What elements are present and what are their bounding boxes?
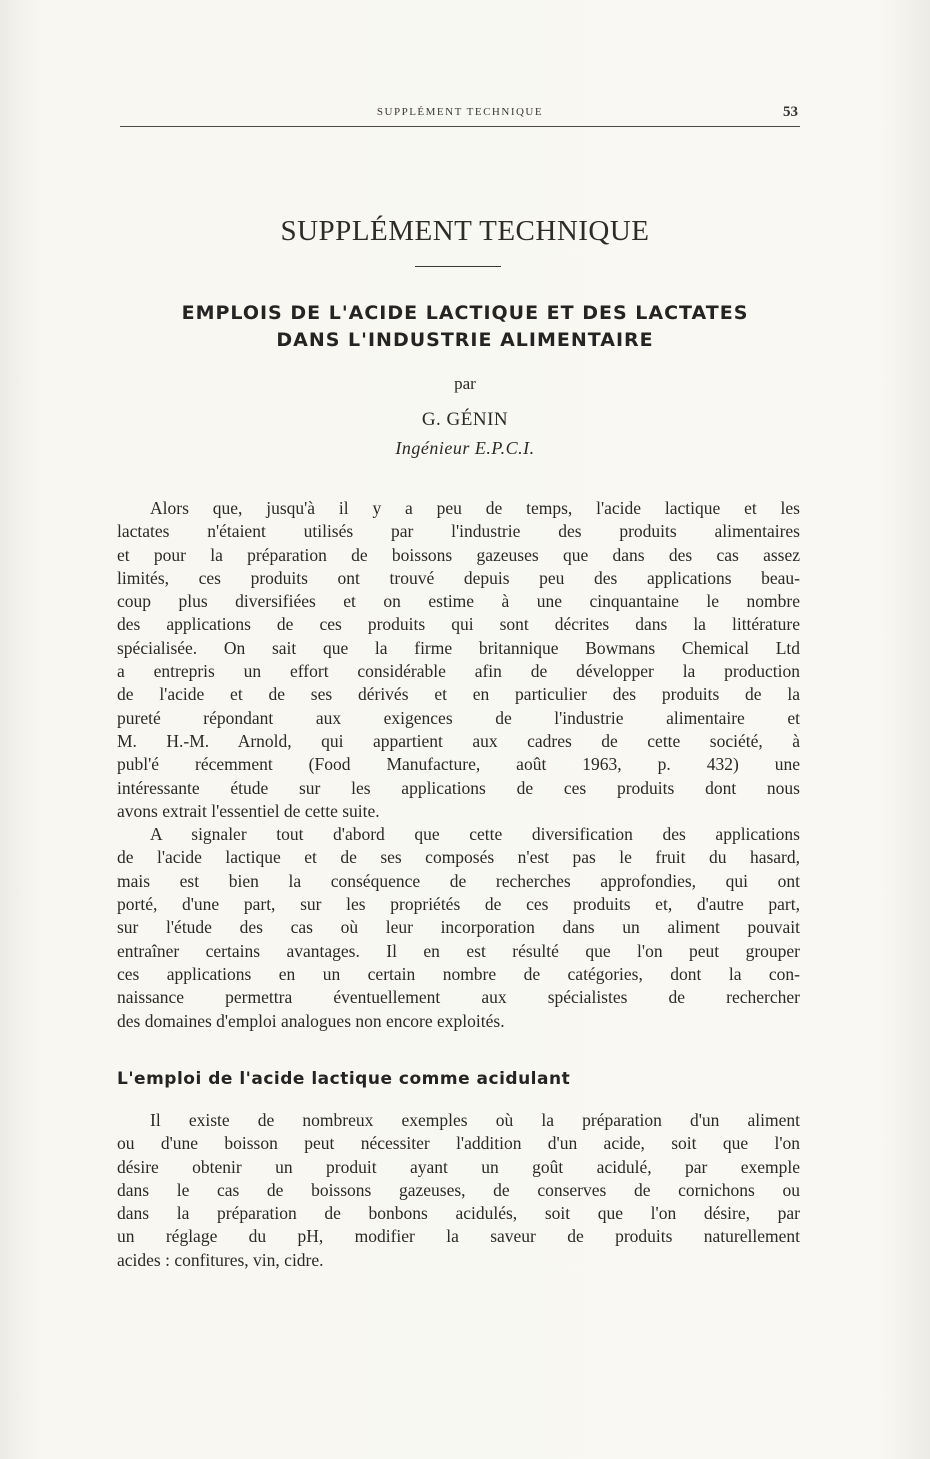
author-name: G. GÉNIN [421, 409, 509, 430]
article-title-line-1: EMPLOIS DE L'ACIDE LACTIQUE ET DES LACTATES [181, 302, 749, 324]
subheading-acidulant: L'emploi de l'acide lactique comme acidulant [117, 1069, 571, 1089]
text-line: un réglage du pH, modifier la saveur de produits naturellement [117, 1226, 800, 1247]
body-section-1 [117, 497, 800, 1033]
article-title-line-2: DANS L'INDUSTRIE ALIMENTAIRE [276, 329, 654, 351]
running-head-title: SUPPLÉMENT TECHNIQUE [376, 106, 544, 118]
title-divider [415, 266, 501, 267]
text-line: dans le cas de boissons gazeuses, de conserves de cornichons ou [117, 1179, 800, 1200]
text-line: naissance permettra éventuellement aux spécialistes de rechercher [117, 987, 800, 1008]
text-line: des domaines d'emploi analogues non encore exploités. [117, 1010, 505, 1031]
text-line: sur l'étude des cas où leur incorporation dans un aliment pouvait [117, 917, 800, 938]
author-role: Ingénieur E.P.C.I. [395, 438, 535, 458]
text-line: pureté répondant aux exigences de l'industrie alimentaire et [117, 707, 800, 728]
text-line: entraîner certains avantages. Il en est résulté que l'on peut grouper [117, 940, 800, 961]
text-line: de l'acide et de ses dérivés et en particulier des produits de la [117, 684, 800, 705]
text-line: M. H.-M. Arnold, qui appartient aux cadres de cette société, à [117, 730, 800, 751]
running-head [120, 104, 800, 127]
text-line: ces applications en un certain nombre de catégories, dont la con- [117, 963, 800, 984]
body-section-2 [117, 1109, 800, 1272]
text-line: A signaler tout d'abord que cette diversification des applications [150, 824, 800, 845]
text-line: de l'acide lactique et de ses composés n'est pas le fruit du hasard, [117, 847, 800, 868]
text-line: Il existe de nombreux exemples où la préparation d'un aliment [150, 1110, 800, 1130]
section-title: SUPPLÉMENT TECHNIQUE [280, 215, 650, 247]
text-line: lactates n'étaient utilisés par l'industrie des produits alimentaires [117, 521, 800, 542]
text-line: intéressante étude sur les applications de ces produits dont nous [117, 777, 800, 798]
paragraph-3 [117, 1109, 800, 1272]
paragraph-2 [117, 823, 800, 1033]
text-line: des applications de ces produits qui sont décrites dans la littérature [117, 614, 800, 635]
text-line: a entrepris un effort considérable afin de développer la production [117, 661, 800, 682]
text-line: acides : confitures, vin, cidre. [117, 1249, 324, 1270]
text-line: et pour la préparation de boissons gazeuses que dans des cas assez [117, 544, 800, 565]
text-line: porté, d'une part, sur les propriétés de ces produits et, d'autre part, [117, 894, 800, 915]
text-line: limités, ces produits ont trouvé depuis peu des applications beau- [117, 567, 800, 588]
text-line: ou d'une boisson peut nécessiter l'addition d'un acide, soit que l'on [117, 1133, 800, 1154]
text-line: coup plus diversifiées et on estime à une cinquantaine le nombre [117, 591, 800, 612]
text-line: avons extrait l'essentiel de cette suite. [117, 800, 380, 821]
byline-by: par [454, 374, 476, 393]
article-title [100, 300, 830, 354]
paragraph-1 [117, 497, 800, 823]
text-line: Alors que, jusqu'à il y a peu de temps, l'acide lactique et les [150, 498, 800, 518]
page-number: 53 [783, 104, 798, 120]
text-line: publ'é récemment (Food Manufacture, août 1963, p. 432) une [117, 754, 800, 775]
text-line: spécialisée. On sait que la firme britannique Bowmans Chemical Ltd [117, 637, 800, 658]
text-line: dans la préparation de bonbons acidulés, soit que l'on désire, par [117, 1203, 800, 1224]
text-line: désire obtenir un produit ayant un goût acidulé, par exemple [117, 1156, 800, 1177]
text-line: mais est bien la conséquence de recherches approfondies, qui ont [117, 870, 800, 891]
